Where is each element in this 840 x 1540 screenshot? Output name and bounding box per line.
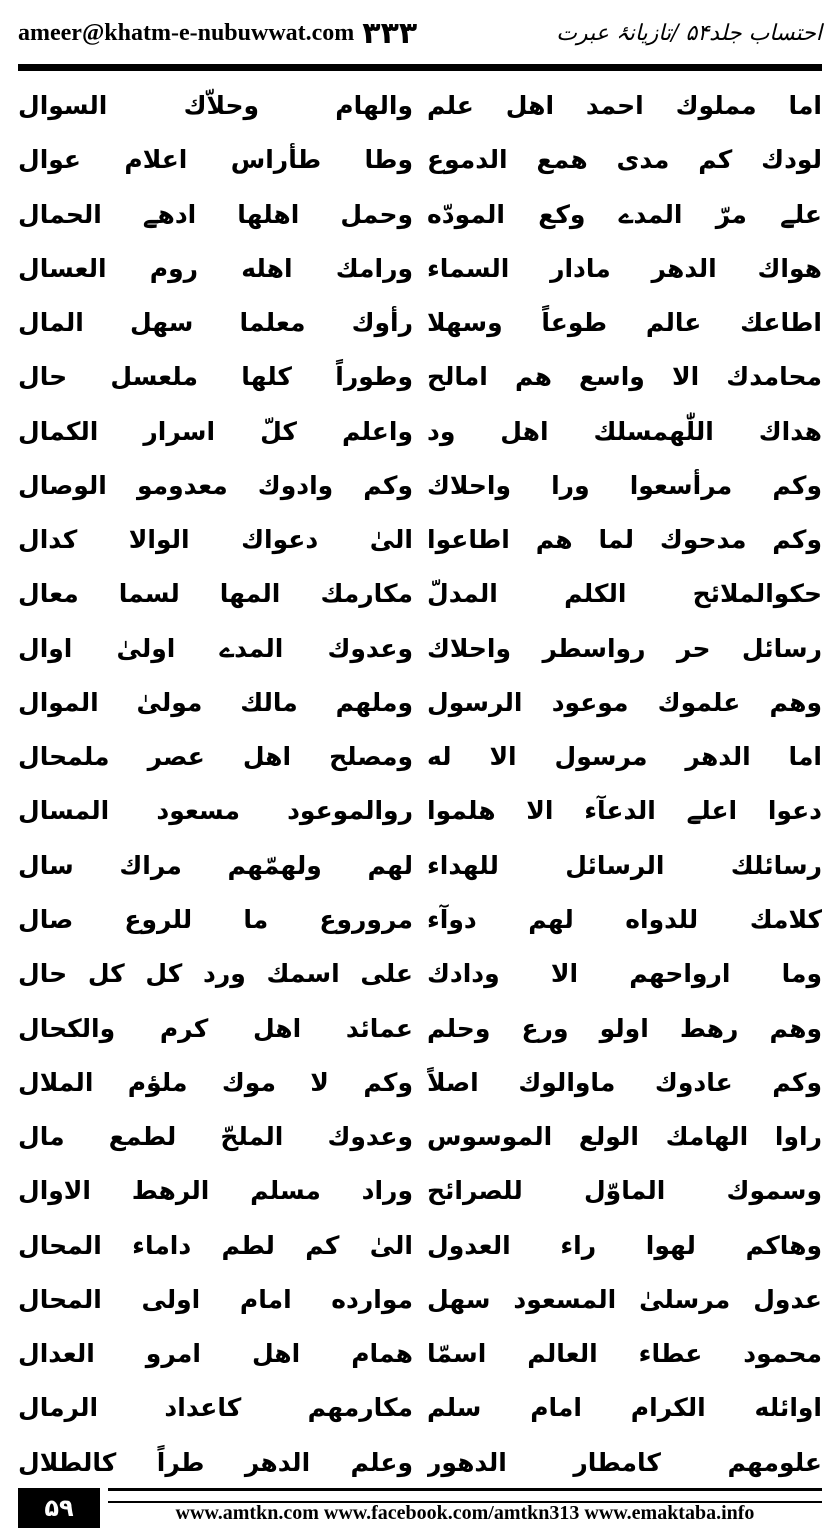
poem-right-column (427, 84, 822, 1484)
verse-line-right: هداك اللّٰهمسلك اهل ود (427, 416, 822, 446)
book-title: احتساب جلد۵۴ /تازیانۂ عبرت (556, 20, 822, 46)
verse-line-left: الىٰ دعواك الوالا كدال (18, 525, 413, 555)
verse-line-left: روالموعود مسعود المسال (18, 796, 413, 826)
verse-line-right: وهم رهط اولو ورع وحلم (427, 1013, 822, 1043)
verse-line-left: وعدوك المدے اولىٰ اوال (18, 633, 413, 663)
verse-line-right: كلامك للدواه لهم دوآء (427, 904, 822, 934)
page-footer (18, 1488, 822, 1528)
poem-body (18, 84, 822, 1484)
verse-line-right: محمود عطاء العالم اسمّا (427, 1339, 822, 1369)
page-header (18, 10, 822, 56)
verse-line-left: عمائد اهل كرم والكحال (18, 1013, 413, 1043)
verse-line-right: رسائلك الرسائل للهداء (427, 850, 822, 880)
verse-line-right: اوائله الكرام امام سلم (427, 1393, 822, 1423)
verse-line-left: واعلم كلّ اسرار الكمال (18, 416, 413, 446)
verse-line-right: وسموك الماوّل للصرائح (427, 1176, 822, 1206)
footer-rule (108, 1488, 822, 1503)
verse-line-left: لهم ولهمّهم مراك سال (18, 850, 413, 880)
verse-line-left: وكم لا موك ملؤم الملال (18, 1067, 413, 1097)
verse-line-left: والهام وحلاّك السوال (18, 91, 413, 120)
verse-line-right: وهم علموك موعود الرسول (427, 687, 822, 717)
verse-line-left: وكم وادوك معدومو الوصال (18, 470, 413, 500)
verse-line-left: موارده امام اولى المحال (18, 1284, 413, 1314)
verse-line-left: وملهم مالك مولىٰ الموال (18, 687, 413, 717)
verse-line-left: وطوراً كلها ملعسل حال (18, 362, 413, 392)
verse-line-left: ورامك اهله روم العسال (18, 253, 413, 283)
email-address: ameer@khatm-e-nubuwwat.com (18, 19, 355, 46)
verse-line-right: حكوالملائح الكلم المدلّ (427, 579, 822, 609)
verse-line-left: الىٰ كم لطم داماء المحال (18, 1230, 413, 1260)
verse-line-left: همام اهل امرو العدال (18, 1339, 413, 1369)
poem-left-column (18, 84, 413, 1484)
verse-line-right: لودك كم مدى همع الدموع (427, 145, 822, 175)
verse-line-right: علے مرّ المدے وكع المودّه (427, 199, 822, 229)
verse-line-left: على اسمك ورد كل كل حال (18, 959, 413, 989)
verse-line-right: علومهم كامطار الدهور (427, 1447, 822, 1477)
verse-line-right: وكم مدحوك لما هم اطاعوا (427, 525, 822, 555)
verse-line-right: اطاعك عالم طوعاً وسهلا (427, 308, 822, 338)
verse-line-left: وحمل اهلها ادهے الحمال (18, 199, 413, 229)
verse-line-left: مروروع ما للروع صال (18, 904, 413, 934)
page-number-top: ۳۳۳ (362, 15, 418, 51)
verse-line-right: وكم مرأسعوا ورا واحلاك (427, 470, 822, 500)
verse-line-left: رأوك معلما سهل المال (18, 308, 413, 338)
verse-line-right: اما الدهر مرسول الا له (427, 742, 822, 772)
verse-line-right: راوا الهامك الولع الموسوس (427, 1122, 822, 1152)
verse-line-left: وعدوك الملحّ لطمع مال (18, 1122, 413, 1152)
verse-line-right: وما ارواحهم الا ودادك (427, 959, 822, 989)
verse-line-right: هواك الدهر مادار السماء (427, 253, 822, 283)
header-left (18, 16, 417, 51)
verse-line-left: مكارمهم كاعداد الرمال (18, 1393, 413, 1423)
verse-line-left: مكارمك المها لسما معال (18, 579, 413, 609)
verse-line-left: ومصلح اهل عصر ملمحال (18, 742, 413, 772)
header-rule (18, 64, 822, 71)
page-number-bottom: ۵۹ (18, 1488, 100, 1528)
verse-line-left: وعلم الدهر طراً كالطلال (18, 1447, 413, 1477)
footer-urls: www.amtkn.com www.facebook.com/amtkn313 www.emaktaba.info (175, 1502, 755, 1524)
verse-line-right: اما مملوك احمد اهل علم (427, 91, 822, 120)
verse-line-right: دعوا اعلے الدعآء الا هلموا (427, 796, 822, 826)
verse-line-left: وراد مسلم الرهط الاوال (18, 1176, 413, 1206)
verse-line-right: وكم عادوك ماوالوك اصلاً (427, 1067, 822, 1097)
verse-line-right: عدول مرسلىٰ المسعود سهل (427, 1284, 822, 1314)
verse-line-left: وطا طأراس اعلام عوال (18, 145, 413, 175)
verse-line-right: وهاكم لهوا راء العدول (427, 1230, 822, 1260)
verse-line-right: محامدك الا واسع هم امالح (427, 362, 822, 392)
verse-line-right: رسائل حر رواسطر واحلاك (427, 633, 822, 663)
